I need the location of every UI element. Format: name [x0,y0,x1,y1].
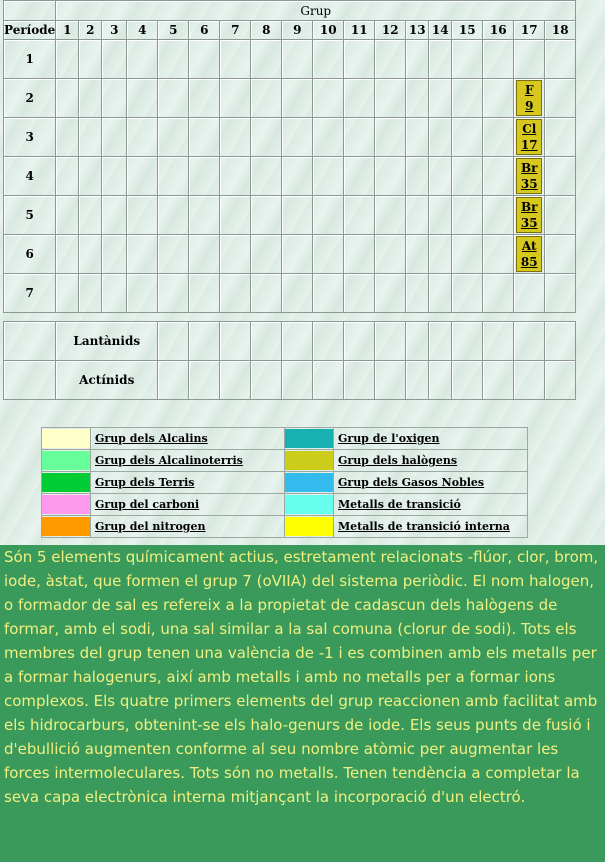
table-corner [4,1,56,21]
atomic-number: 9 [525,99,534,113]
element-cell [220,157,251,196]
group-number: 3 [102,21,127,40]
element-cell [429,157,452,196]
element-cell [483,79,514,118]
element-cell [102,157,127,196]
legend-link[interactable]: Grup del nitrogen [95,520,206,533]
element-cell [56,235,79,274]
element-cell [102,118,127,157]
element-symbol: Cl [522,122,537,136]
element-cell [545,361,576,400]
element-cell [452,79,483,118]
element-cell [545,118,576,157]
element-cell [313,40,344,79]
atomic-number: 35 [520,177,538,191]
element-cell [158,79,189,118]
element-cell [189,361,220,400]
element-cell [56,274,79,313]
element-cell [452,196,483,235]
legend-link[interactable]: Grup dels Terris [95,476,195,489]
element-cell [344,118,375,157]
period-number: 3 [4,118,56,157]
legend-swatch-cell [285,450,334,472]
period-number: 5 [4,196,56,235]
legend-swatch [42,429,90,448]
element-cell [282,322,313,361]
lanthanides-label: Lantànids [56,322,158,361]
element-cell [313,157,344,196]
element-cell [189,118,220,157]
element-cell [251,79,282,118]
series-blank [4,322,56,361]
legend-swatch-cell [285,494,334,516]
legend-swatch [285,495,333,514]
legend-swatch [285,451,333,470]
legend-label-cell [91,428,285,450]
element-cell [102,79,127,118]
description-panel [0,545,605,862]
element-cell [220,196,251,235]
element-cell [344,235,375,274]
element-cell [344,361,375,400]
element-cell [406,157,429,196]
element-cell [282,196,313,235]
element-cell [56,40,79,79]
period-number: 2 [4,79,56,118]
lanthanides-row [4,322,576,361]
element-cell [127,235,158,274]
element-cell [220,118,251,157]
period-row [4,196,576,235]
element-cell [282,157,313,196]
element-cell [406,235,429,274]
group-number: 7 [220,21,251,40]
element-cell [406,40,429,79]
element-cell [158,274,189,313]
element-cell [79,118,102,157]
legend-label-cell [334,450,528,472]
element-cell [158,157,189,196]
element-cell [452,40,483,79]
element-cell [127,274,158,313]
group-number: 5 [158,21,189,40]
period-number: 1 [4,40,56,79]
element-cell [56,157,79,196]
group-number: 10 [313,21,344,40]
legend-swatch [285,473,333,492]
group-number: 13 [406,21,429,40]
element-cell [282,235,313,274]
periodic-table [3,0,576,400]
legend-swatch [42,495,90,514]
element-cell [514,274,545,313]
element-cell [429,79,452,118]
element-cell [282,118,313,157]
element-cell [429,322,452,361]
legend-link[interactable]: Metalls de transició interna [338,520,510,533]
legend-row [42,494,528,516]
legend-link[interactable]: Grup del carboni [95,498,200,511]
element-cell [102,274,127,313]
element-cell [189,79,220,118]
element-cell [189,274,220,313]
period-row [4,118,576,157]
legend-label-cell [334,516,528,538]
element-cell [406,322,429,361]
element-cell [189,235,220,274]
group-number: 17 [514,21,545,40]
atomic-number: 35 [520,216,538,230]
legend-swatch-cell [42,494,91,516]
halogen-element[interactable] [516,80,542,116]
element-cell [282,274,313,313]
actinides-label: Actínids [56,361,158,400]
element-cell [452,118,483,157]
group-number: 16 [483,21,514,40]
element-cell [375,40,406,79]
group-number: 4 [127,21,158,40]
element-cell [220,79,251,118]
legend-swatch [42,473,90,492]
element-cell [313,361,344,400]
element-cell [406,274,429,313]
element-cell [56,79,79,118]
group-number: 9 [282,21,313,40]
element-cell [313,235,344,274]
element-cell [158,118,189,157]
table-spacer [4,313,576,322]
element-cell [375,118,406,157]
element-cell [406,79,429,118]
group-number: 6 [189,21,220,40]
grup-header: Grup [56,1,576,21]
element-symbol: Br [521,200,538,214]
legend-swatch-cell [42,472,91,494]
element-cell [79,157,102,196]
element-cell [375,157,406,196]
element-cell [313,118,344,157]
element-cell [313,196,344,235]
element-cell [189,157,220,196]
element-cell [483,235,514,274]
element-cell [429,361,452,400]
element-cell [514,361,545,400]
element-cell [158,196,189,235]
element-cell [251,40,282,79]
element-cell [344,40,375,79]
actinides-row [4,361,576,400]
element-cell [189,196,220,235]
element-cell [545,322,576,361]
legend-link[interactable]: Grup dels Alcalinoterris [95,454,243,467]
period-row [4,157,576,196]
legend-label-cell [334,494,528,516]
element-cell [127,118,158,157]
element-cell [127,79,158,118]
element-cell [545,157,576,196]
legend-link[interactable]: Metalls de transició [338,498,461,511]
element-cell [102,196,127,235]
element-cell [282,79,313,118]
legend-row [42,450,528,472]
element-cell [102,40,127,79]
element-cell [313,274,344,313]
halogen-element[interactable] [516,197,542,233]
legend-swatch [42,517,90,536]
legend-swatch-cell [42,428,91,450]
halogen-element[interactable] [516,158,542,194]
legend-label-cell [91,494,285,516]
halogen-cell [514,118,545,157]
element-cell [406,196,429,235]
legend-swatch-cell [285,428,334,450]
atomic-number: 85 [520,255,538,269]
legend-link[interactable]: Grup dels Gasos Nobles [338,476,485,489]
group-number: 11 [344,21,375,40]
element-cell [127,196,158,235]
element-cell [251,274,282,313]
halogen-cell [514,235,545,274]
element-cell [102,235,127,274]
element-cell [375,235,406,274]
legend-row [42,516,528,538]
element-cell [220,40,251,79]
element-cell [251,196,282,235]
element-cell [514,322,545,361]
legend-swatch-cell [42,450,91,472]
element-cell [483,157,514,196]
group-number: 2 [79,21,102,40]
group-number: 8 [251,21,282,40]
element-cell [189,322,220,361]
element-cell [545,235,576,274]
element-cell [220,235,251,274]
element-cell [251,118,282,157]
group-number: 18 [545,21,576,40]
element-cell [545,274,576,313]
halogen-element[interactable] [516,119,542,155]
group-number: 14 [429,21,452,40]
element-cell [452,235,483,274]
halogen-element[interactable] [516,236,542,272]
element-cell [220,361,251,400]
element-cell [429,118,452,157]
element-cell [79,79,102,118]
element-cell [483,196,514,235]
legend-table [41,427,528,538]
halogen-cell [514,79,545,118]
element-symbol: Br [521,161,538,175]
element-cell [375,196,406,235]
element-cell [429,274,452,313]
element-cell [56,118,79,157]
periode-header: Període [4,21,56,40]
element-cell [251,361,282,400]
legend-link[interactable]: Grup dels halògens [338,454,458,467]
halogen-cell [514,157,545,196]
element-cell [514,40,545,79]
description-text: Són 5 elements químicament actius, estretament relacionats -flúor, clor, brom, iode, àstat, que formen el grup 7 (oVIIA) del sistema periòdic. El nom halogen, o formador de sal es refereix a la propietat de cadascun dels halògens de formar, amb el sodi, una sal similar a la sal comuna (clorur de sodi). Tots els membres del grup tenen una valència de -1 i es combinen amb els metalls per a formar halogenurs, així amb metalls i amb no metalls per a formar ions complexos. Els quatre primers elements del grup reaccionen amb facilitat amb els hidrocarburs, obtenint-se els halo-genurs de iode. Els seus punts de fusió i d'ebullició augmenten conforme al seu nombre atòmic per augmentar les forces intermoleculares. Tots són no metalls. Tenen tendència a completar la seva capa electrònica interna mitjançant la incorporació d'un electró. [4,548,599,806]
halogen-cell [514,196,545,235]
period-row [4,274,576,313]
legend-row [42,472,528,494]
group-number: 12 [375,21,406,40]
element-cell [483,322,514,361]
legend-label-cell [91,516,285,538]
legend-swatch-cell [42,516,91,538]
element-cell [127,40,158,79]
element-cell [483,274,514,313]
element-cell [56,196,79,235]
element-cell [483,361,514,400]
legend-swatch [285,429,333,448]
element-cell [158,361,189,400]
element-cell [483,40,514,79]
period-number: 6 [4,235,56,274]
element-cell [158,40,189,79]
legend-swatch-cell [285,516,334,538]
element-cell [429,235,452,274]
period-number: 4 [4,157,56,196]
element-cell [79,196,102,235]
element-cell [313,79,344,118]
element-cell [251,322,282,361]
group-number: 1 [56,21,79,40]
element-cell [344,157,375,196]
legend-swatch [285,517,333,536]
period-row [4,40,576,79]
legend-link[interactable]: Grup dels Alcalins [95,432,208,445]
element-cell [545,79,576,118]
element-cell [545,40,576,79]
element-cell [282,361,313,400]
period-row [4,235,576,274]
element-cell [220,322,251,361]
legend-label-cell [91,472,285,494]
period-row [4,79,576,118]
element-cell [452,274,483,313]
element-cell [251,235,282,274]
element-cell [452,361,483,400]
element-cell [429,196,452,235]
element-cell [452,322,483,361]
element-cell [220,274,251,313]
element-cell [158,235,189,274]
legend-swatch-cell [285,472,334,494]
element-cell [344,79,375,118]
element-cell [375,361,406,400]
legend-label-cell [334,472,528,494]
element-cell [79,274,102,313]
element-cell [483,118,514,157]
element-cell [452,157,483,196]
element-cell [79,235,102,274]
element-cell [313,322,344,361]
element-cell [375,322,406,361]
legend-row [42,428,528,450]
element-symbol: At [521,239,537,253]
element-cell [406,118,429,157]
group-number: 15 [452,21,483,40]
element-cell [429,40,452,79]
legend-label-cell [334,428,528,450]
element-cell [545,196,576,235]
element-cell [344,196,375,235]
legend-link[interactable]: Grup de l'oxigen [338,432,440,445]
legend-label-cell [91,450,285,472]
element-cell [79,40,102,79]
element-cell [282,40,313,79]
element-cell [375,79,406,118]
element-cell [344,322,375,361]
atomic-number: 17 [520,138,538,152]
element-symbol: F [524,83,534,97]
element-cell [251,157,282,196]
element-cell [375,274,406,313]
element-cell [127,157,158,196]
period-number: 7 [4,274,56,313]
series-blank [4,361,56,400]
legend-swatch [42,451,90,470]
element-cell [189,40,220,79]
element-cell [406,361,429,400]
element-cell [344,274,375,313]
element-cell [158,322,189,361]
